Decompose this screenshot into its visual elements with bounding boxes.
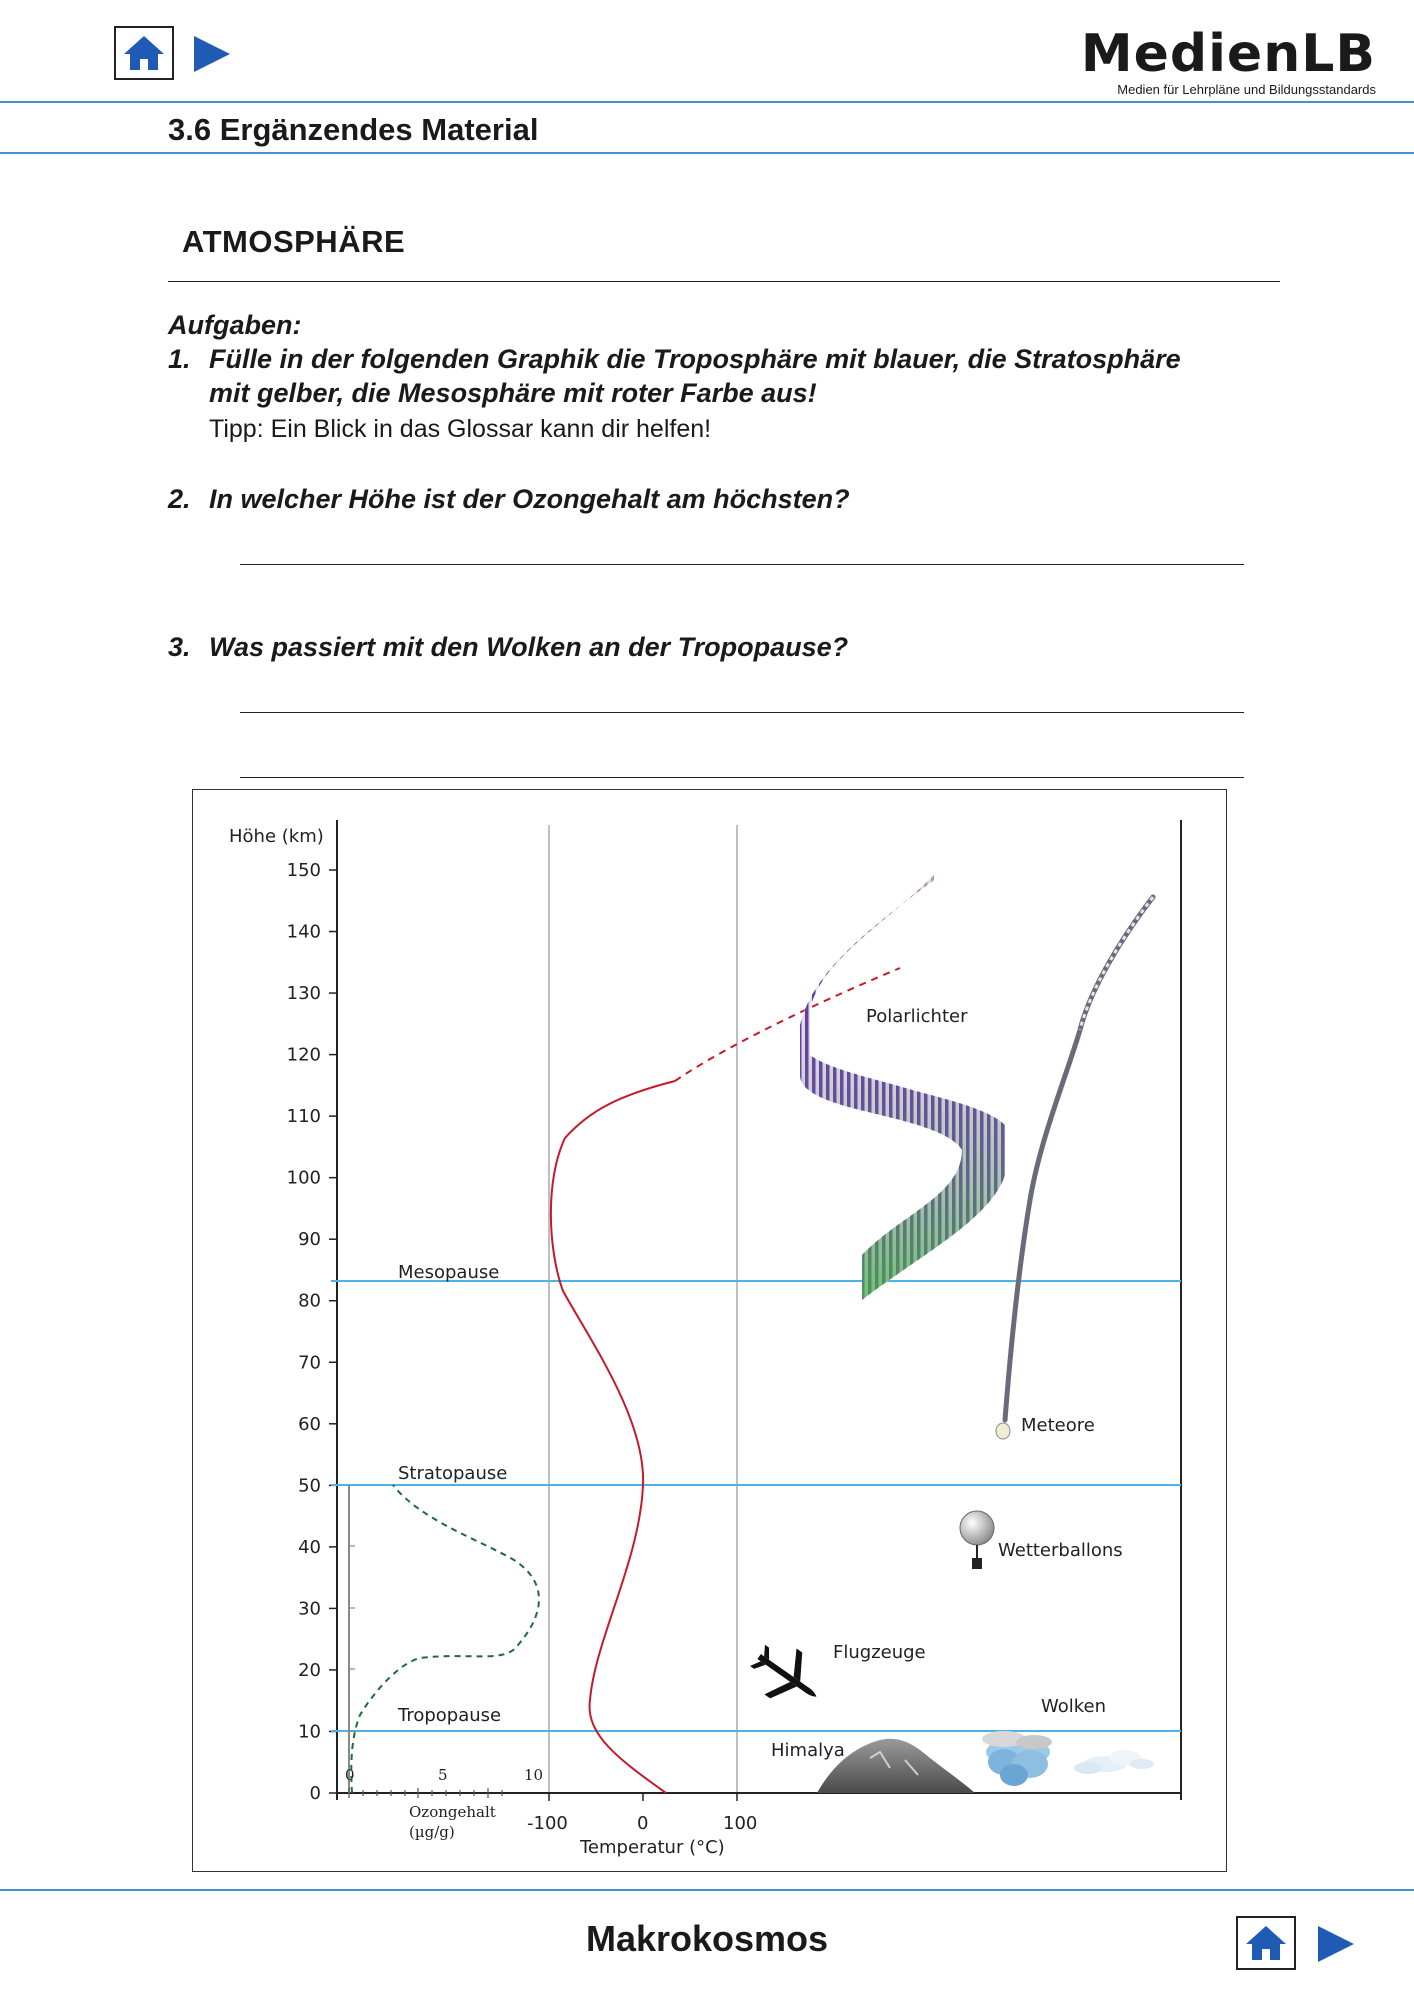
y-tick-label: 150 [286, 860, 321, 881]
page-heading: ATMOSPHÄRE [182, 224, 406, 259]
aurora-label: Polarlichter [866, 1006, 968, 1027]
ozone-label-line-1: Ozongehalt [409, 1803, 496, 1821]
footer-title: Makrokosmos [585, 1918, 829, 1959]
y-tick-label: 0 [309, 1783, 321, 1804]
y-ticks [287, 860, 337, 1804]
logo-main: MedienLB [1080, 24, 1376, 84]
meteor-head [996, 1423, 1010, 1439]
task-2-text: In welcher Höhe ist der Ozongehalt am höchsten? [209, 484, 850, 514]
y-tick-label: 100 [286, 1167, 321, 1189]
y-tick-label: 110 [286, 1106, 321, 1128]
footer-next-arrow-icon[interactable] [1314, 1922, 1358, 1966]
meteor-label: Meteore [1021, 1415, 1095, 1436]
temp-tick-100: 100 [723, 1813, 758, 1834]
task-1-tip: Tipp: Ein Blick in das Glossar kann dir helfen! [209, 415, 712, 443]
y-tick-label: 30 [298, 1598, 321, 1620]
stratopause-label: Stratopause [398, 1463, 508, 1484]
logo-subtitle: Medien für Lehrpläne und Bildungsstandards [1117, 82, 1376, 97]
meteor-trail [1005, 897, 1153, 1420]
meteor-trail-fade [1080, 897, 1153, 1030]
ozone-tick-5: 5 [438, 1766, 448, 1784]
y-tick-label: 50 [298, 1475, 321, 1497]
task-1-line-2: mit gelber, die Mesosphäre mit roter Farbe aus! [209, 378, 817, 408]
clouds-icon [982, 1731, 1154, 1786]
y-tick-label: 70 [298, 1352, 321, 1374]
mesopause-label: Mesopause [398, 1262, 500, 1283]
weather-balloon-icon [960, 1511, 994, 1569]
y-tick-label: 10 [298, 1721, 321, 1743]
airplane-icon [741, 1632, 832, 1719]
y-tick-label: 20 [298, 1659, 321, 1681]
y-tick-label: 130 [286, 983, 321, 1005]
y-tick-label: 80 [298, 1290, 321, 1312]
airplane-label: Flugzeuge [833, 1642, 926, 1663]
task-1-line-1: Fülle in der folgenden Graphik die Troposphäre mit blauer, die Stratosphäre [209, 344, 1181, 374]
task-2-number: 2. [168, 484, 191, 514]
footer-rule [0, 1889, 1414, 1891]
temperature-ticks [549, 1793, 737, 1801]
section-title: 3.6 Ergänzendes Material [168, 112, 539, 147]
temp-tick-0: 0 [637, 1813, 649, 1834]
task-3-number: 3. [168, 632, 191, 662]
clouds-label: Wolken [1041, 1696, 1107, 1717]
balloon-label: Wetterballons [998, 1540, 1123, 1561]
ozone-label-line-2: (µg/g) [409, 1823, 455, 1841]
home-icon [1244, 1924, 1288, 1962]
ozone-tick-0: 0 [345, 1766, 355, 1784]
temperature-axis-title: Temperatur (°C) [580, 1837, 725, 1858]
y-tick-label: 90 [298, 1229, 321, 1251]
himalaya-label: Himalya [771, 1740, 845, 1761]
y-axis-title: Höhe (km) [229, 826, 324, 847]
tropopause-label: Tropopause [398, 1705, 502, 1726]
ozone-curve [351, 1485, 539, 1793]
footer-home-button[interactable] [1236, 1916, 1296, 1970]
temperature-curve [551, 1081, 675, 1793]
temp-tick-minus-100: -100 [527, 1813, 568, 1834]
task-1-number: 1. [168, 344, 191, 374]
aurora-illustration [800, 830, 1005, 1300]
y-tick-label: 140 [286, 921, 321, 943]
y-tick-label: 40 [298, 1536, 321, 1558]
ozone-tick-10: 10 [524, 1766, 544, 1784]
tasks-label: Aufgaben: [168, 310, 302, 340]
y-tick-label: 60 [298, 1413, 321, 1435]
y-tick-label: 120 [286, 1044, 321, 1066]
task-3-text: Was passiert mit den Wolken an der Tropopause? [209, 632, 849, 662]
